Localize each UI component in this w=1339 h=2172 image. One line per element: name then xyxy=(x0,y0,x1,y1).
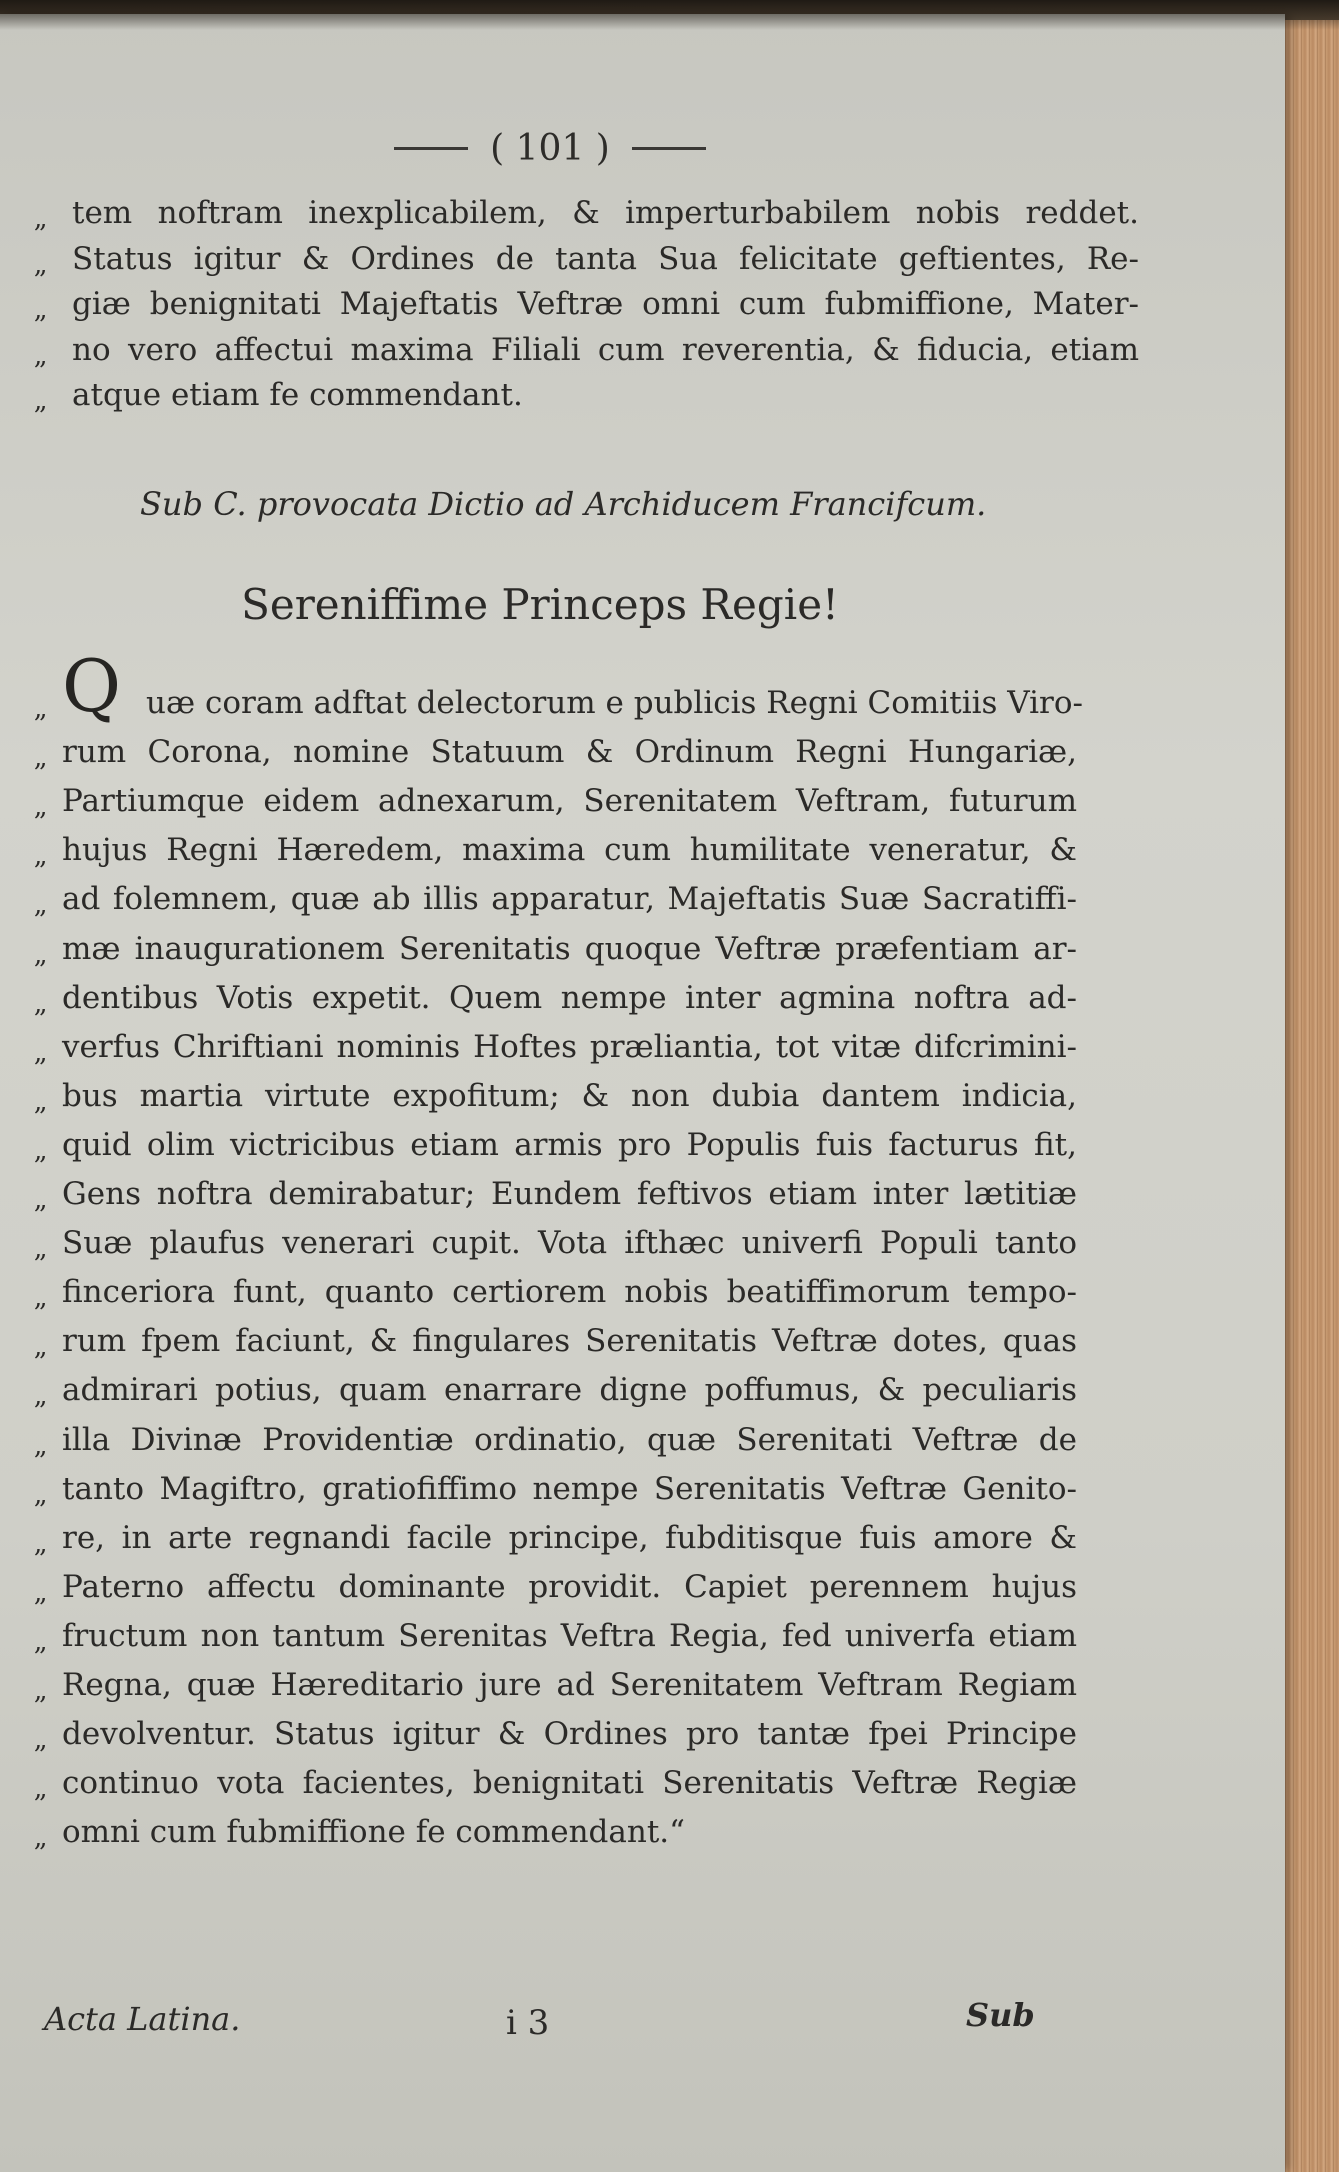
quote-mark: ,, xyxy=(34,743,45,774)
line-text: Gens noftra demirabatur; Eundem feftivos etiam inter lætitiæ xyxy=(62,1176,1077,1212)
quote-mark: ,, xyxy=(34,1823,45,1854)
text-line xyxy=(34,281,1139,327)
quote-mark: ,, xyxy=(34,939,45,970)
line-text: tanto Magiftro, gratiofiffimo nempe Serenitatis Veftræ Genito- xyxy=(62,1470,1077,1507)
quote-mark: ,, xyxy=(34,1626,45,1657)
line-text: uæ coram adftat delectorum e publicis Regni Comitiis Viro- xyxy=(146,685,1083,721)
quote-mark: ,, xyxy=(34,1577,45,1608)
top-shadow xyxy=(0,0,1339,30)
text-line xyxy=(34,876,1077,922)
line-text: omni cum fubmiffione fe commendant.“ xyxy=(62,1814,685,1851)
text-line xyxy=(34,1024,1077,1070)
line-text: Status igitur & Ordines de tanta Sua felicitate geftientes, Re- xyxy=(72,240,1139,277)
line-text: continuo vota facientes, benignitati Serenitatis Veftræ Regiæ xyxy=(62,1765,1077,1802)
line-text: Regna, quæ Hæreditario jure ad Serenitatem Veftram Regiam xyxy=(62,1667,1077,1703)
line-text: finceriora funt, quanto certiorem nobis beatiffimorum tempo- xyxy=(62,1274,1077,1311)
drop-cap: Q xyxy=(62,644,122,728)
line-text: giæ benignitati Majeftatis Veftræ omni cum fubmiffione, Mater- xyxy=(72,286,1139,322)
quote-mark: ,, xyxy=(34,295,45,325)
quote-mark: ,, xyxy=(34,792,45,823)
text-line xyxy=(34,1269,1077,1315)
quote-mark: ,, xyxy=(34,1479,45,1510)
line-text: devolventur. Status igitur & Ordines pro tantæ fpei Principe xyxy=(62,1716,1077,1753)
text-line xyxy=(34,1073,1077,1119)
footer-catchword: Sub xyxy=(966,1996,1035,2034)
quote-mark: ,, xyxy=(34,1381,45,1412)
line-text: fructum non tantum Serenitas Veftra Regia, fed univerfa etiam xyxy=(62,1617,1077,1654)
text-line xyxy=(34,1466,1077,1512)
quote-mark: ,, xyxy=(34,694,45,724)
text-line xyxy=(34,372,1139,418)
quote-mark: ,, xyxy=(34,1332,45,1363)
quote-mark: ,, xyxy=(34,1037,45,1068)
page-number-rule-right xyxy=(632,147,706,150)
quote-mark: ,, xyxy=(34,1774,45,1805)
footer-signature-mark: i 3 xyxy=(506,2003,550,2043)
text-line xyxy=(34,1613,1077,1659)
text-line xyxy=(34,1760,1077,1806)
quote-mark: ,, xyxy=(34,890,45,921)
quote-mark: ,, xyxy=(34,1283,45,1314)
line-text: rum Corona, nomine Statuum & Ordinum Regni Hungariæ, xyxy=(62,734,1077,771)
text-line xyxy=(34,1809,1077,1855)
line-text: rum fpem faciunt, & fingulares Serenitatis Veftræ dotes, quas xyxy=(62,1323,1077,1360)
text-line xyxy=(34,1515,1077,1561)
quote-mark: ,, xyxy=(34,1086,45,1117)
line-text: admirari potius, quam enarrare digne poffumus, & peculiaris xyxy=(62,1372,1077,1409)
quote-mark: ,, xyxy=(34,340,45,371)
page-number-text: ( 101 ) xyxy=(490,127,610,169)
line-text: Partiumque eidem adnexarum, Serenitatem Veftram, futurum xyxy=(62,783,1077,820)
quote-mark: ,, xyxy=(34,1725,45,1756)
text-line xyxy=(34,827,1077,873)
quote-mark: ,, xyxy=(34,841,45,872)
line-text: no vero affectui maxima Filiali cum reverentia, & fiducia, etiam xyxy=(72,331,1139,368)
line-text: verfus Chriftiani nominis Hoftes præliantia, tot vitæ difcrimini- xyxy=(62,1028,1077,1065)
line-text: illa Divinæ Providentiæ ordinatio, quæ Serenitati Veftræ de xyxy=(62,1421,1077,1458)
text-line xyxy=(34,1417,1077,1463)
text-line xyxy=(34,1711,1077,1757)
line-text: tem noftram inexplicabilem, & imperturbabilem nobis reddet. xyxy=(72,195,1139,231)
text-line xyxy=(34,1171,1077,1217)
line-text: re, in arte regnandi facile principe, fubditisque fuis amore & xyxy=(62,1519,1077,1556)
sub-heading: Sub C. provocata Dictio ad Archiducem Francifcum. xyxy=(140,485,987,523)
text-line xyxy=(34,1564,1077,1610)
line-text: atque etiam fe commendant. xyxy=(72,377,523,413)
text-line xyxy=(34,1367,1077,1413)
line-text: mæ inaugurationem Serenitatis quoque Veftræ præfentiam ar- xyxy=(62,930,1077,967)
quote-mark: ,, xyxy=(34,1185,45,1215)
line-text: Paterno affectu dominante providit. Capiet perennem hujus xyxy=(62,1568,1077,1605)
text-line xyxy=(34,190,1139,236)
quote-mark: ,, xyxy=(34,1430,45,1461)
text-line xyxy=(34,1220,1077,1266)
quote-mark: ,, xyxy=(34,988,45,1019)
quote-mark: ,, xyxy=(34,1528,45,1559)
quote-mark: ,, xyxy=(34,386,45,416)
footer-collection-title: Acta Latina. xyxy=(44,2000,241,2038)
text-line xyxy=(34,1318,1077,1364)
quote-mark: ,, xyxy=(34,1234,45,1265)
quote-mark: ,, xyxy=(34,1676,45,1706)
line-text: quid olim victricibus etiam armis pro Populis fuis facturus fit, xyxy=(62,1126,1077,1163)
text-line xyxy=(34,1122,1077,1168)
text-line xyxy=(34,975,1077,1021)
text-line xyxy=(34,778,1077,824)
page-number xyxy=(360,118,740,178)
text-line xyxy=(34,327,1139,373)
page-number-rule-left xyxy=(394,147,468,150)
text-line xyxy=(34,1662,1077,1708)
line-text: bus martia virtute expofitum; & non dubia dantem indicia, xyxy=(62,1077,1077,1114)
quote-mark: ,, xyxy=(34,1135,45,1166)
quote-mark: ,, xyxy=(34,249,45,280)
line-text: Suæ plaufus venerari cupit. Vota ifthæc univerfi Populi tanto xyxy=(62,1225,1077,1262)
line-text: dentibus Votis expetit. Quem nempe inter agmina noftra ad- xyxy=(62,979,1077,1016)
line-text: ad folemnem, quæ ab illis apparatur, Majeftatis Suæ Sacratiffi- xyxy=(62,881,1077,918)
quote-mark: ,, xyxy=(34,204,45,234)
line-text: hujus Regni Hæredem, maxima cum humilitate veneratur, & xyxy=(62,832,1077,869)
text-line xyxy=(34,729,1077,775)
text-line xyxy=(34,680,1083,726)
text-line xyxy=(34,926,1077,972)
text-line xyxy=(34,236,1139,282)
page-title: Sereniffime Princeps Regie! xyxy=(241,580,839,629)
